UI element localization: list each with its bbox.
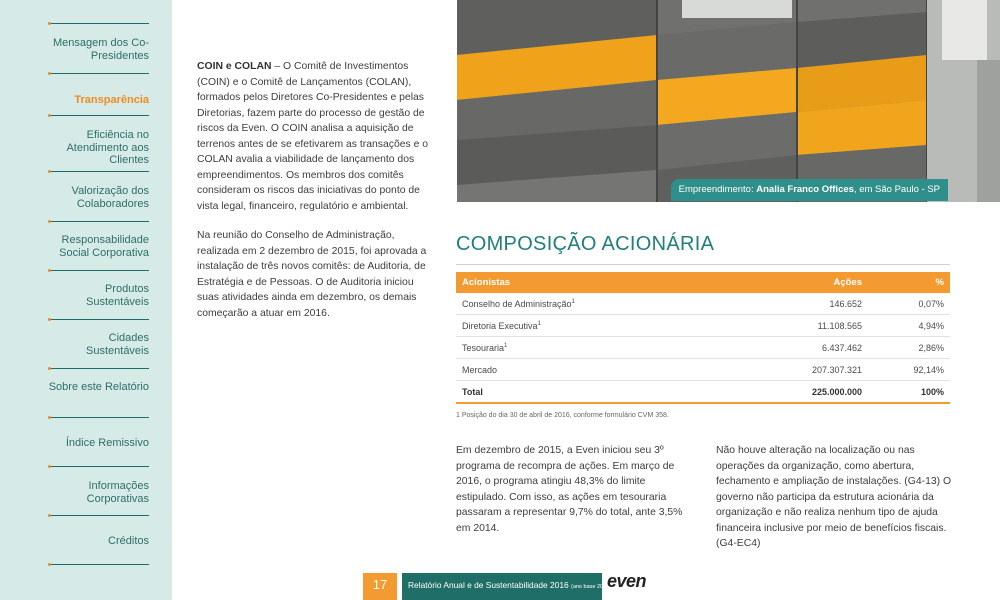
table-row <box>456 293 950 315</box>
total-shares: 225.000.000 <box>731 381 868 404</box>
footer-report-title <box>402 573 612 600</box>
operations-paragraph: Não houve alteração na localização ou nas operações da organização, como abertura, fechamento e ampliação de instalações. (G4-13) O governo não participa da estrutura acionária da organização e não realiza nenhum tipo de ajuda financeira inclusive por meio de benefícios fiscais. (G4-EC4) <box>716 445 952 549</box>
nav-separator <box>48 23 149 24</box>
sidebar-item-produtos[interactable]: Produtos Sustentáveis <box>86 283 149 308</box>
building-photo <box>457 0 1000 202</box>
row-name-text: Diretoria Executiva <box>462 320 538 331</box>
sidebar-nav <box>0 0 172 600</box>
table-header-row <box>456 272 950 293</box>
row-name <box>456 293 731 315</box>
row-name-text: Mercado <box>462 364 498 375</box>
table-footnote: 1 Posição do dia 30 de abril de 2016, conforme formulário CVM 358. <box>456 412 669 419</box>
nav-separator <box>48 319 149 320</box>
table-row <box>456 359 950 381</box>
col-header-pct: % <box>868 272 950 293</box>
row-pct: 92,14% <box>868 359 950 381</box>
section-title: COMPOSIÇÃO ACIONÁRIA <box>456 233 715 255</box>
row-pct: 0,07% <box>868 293 950 315</box>
nav-separator <box>48 270 149 271</box>
sidebar-item-cidades[interactable]: Cidades Sustentáveis <box>86 332 149 357</box>
row-name <box>456 315 731 337</box>
title-divider <box>456 264 950 265</box>
sidebar-item-indice[interactable]: Índice Remissivo <box>65 437 149 449</box>
even-logo: even <box>607 571 647 591</box>
row-shares: 207.307.321 <box>731 359 868 381</box>
row-pct: 4,94% <box>868 315 950 337</box>
table-row <box>456 337 950 359</box>
coin-colan-heading: COIN e COLAN <box>197 61 272 72</box>
sidebar-item-mensagem[interactable]: Mensagem dos Co-Presidentes <box>53 37 149 62</box>
total-pct: 100% <box>868 381 950 404</box>
page-number: 17 <box>363 573 397 600</box>
nav-separator <box>48 171 149 172</box>
caption-project-name: Analia Franco Offices <box>756 184 854 195</box>
nav-separator <box>48 515 149 516</box>
building-facade-image <box>457 0 1000 202</box>
nav-separator <box>48 417 149 418</box>
nav-separator <box>48 368 149 369</box>
total-label: Total <box>456 381 731 404</box>
col-header-acionistas: Acionistas <box>456 272 731 293</box>
caption-location: , em São Paulo - SP <box>853 184 940 195</box>
coin-colan-body: – O Comitê de Investimentos (COIN) e o Comitê de Lançamentos (COLAN), formados pelos Diretores Co-Presidentes e pelas Diretorias, fazem parte do processo de gestão de riscos da Even. O COIN analisa a aquisição de terrenos antes de se efetivarem as transações e o COLAN avalia a viabilidade de lançamento dos empreendimentos. Os membros dos comitês consideram os riscos das iniciativas do ponto de vista legal, financeiro, regulatório e ambiental. <box>197 61 429 212</box>
row-pct: 2,86% <box>868 337 950 359</box>
shareholder-table <box>456 272 950 404</box>
nav-separator <box>48 564 149 565</box>
nav-separator <box>48 466 149 467</box>
nav-separator <box>48 115 149 116</box>
row-name-text: Conselho de Administração <box>462 298 572 309</box>
row-shares: 6.437.462 <box>731 337 868 359</box>
footnote-marker: 1 <box>504 342 508 349</box>
sidebar-item-responsabilidade[interactable]: Responsabilidade Social Corporativa <box>59 234 149 259</box>
photo-caption <box>671 179 948 201</box>
coin-colan-paragraph <box>197 59 433 214</box>
buyback-paragraph: Em dezembro de 2015, a Even iniciou seu 3º programa de recompra de ações. Em março de 2016, o programa atingiu 48,3% do limite estipulado. Com isso, as ações em tesouraria passaram a representar 9,7% do total, ante 3,5% em 2014. <box>456 445 683 534</box>
row-shares: 11.108.565 <box>731 315 868 337</box>
table-row <box>456 315 950 337</box>
sidebar-item-creditos[interactable]: Créditos <box>108 535 149 547</box>
nav-separator <box>48 73 149 74</box>
sidebar-item-transparencia[interactable]: Transparência <box>74 94 149 106</box>
report-title-text: Relatório Anual e de Sustentabilidade 2016 <box>408 580 569 590</box>
table-total-row <box>456 381 950 404</box>
row-shares: 146.652 <box>731 293 868 315</box>
committees-paragraph: Na reunião do Conselho de Administração, realizada em 2 dezembro de 2015, foi aprovada a instalação de três novos comitês: de Auditoria, de Estratégia e de Pessoas. O de Auditoria iniciou suas atividades ainda em dezembro, os demais começarão a atuar em 2016. <box>197 230 427 319</box>
sidebar-item-informacoes[interactable]: Informações Corporativas <box>86 480 149 505</box>
sidebar-item-eficiencia[interactable]: Eficiência no Atendimento aos Clientes <box>66 129 149 166</box>
footnote-marker: 1 <box>537 320 541 327</box>
row-name-text: Tesouraria <box>462 342 505 353</box>
row-name <box>456 337 731 359</box>
nav-separator <box>48 221 149 222</box>
row-name <box>456 359 731 381</box>
sidebar-item-sobre[interactable]: Sobre este Relatório <box>48 381 149 393</box>
intro-text-column <box>197 59 433 335</box>
footnote-marker: 1 <box>571 298 575 305</box>
report-base-year: (ano base 2015) <box>570 584 612 590</box>
caption-prefix: Empreendimento: <box>678 184 757 195</box>
col-header-acoes: Ações <box>731 272 868 293</box>
sidebar-item-valorizacao[interactable]: Valorização dos Colaboradores <box>71 185 149 210</box>
